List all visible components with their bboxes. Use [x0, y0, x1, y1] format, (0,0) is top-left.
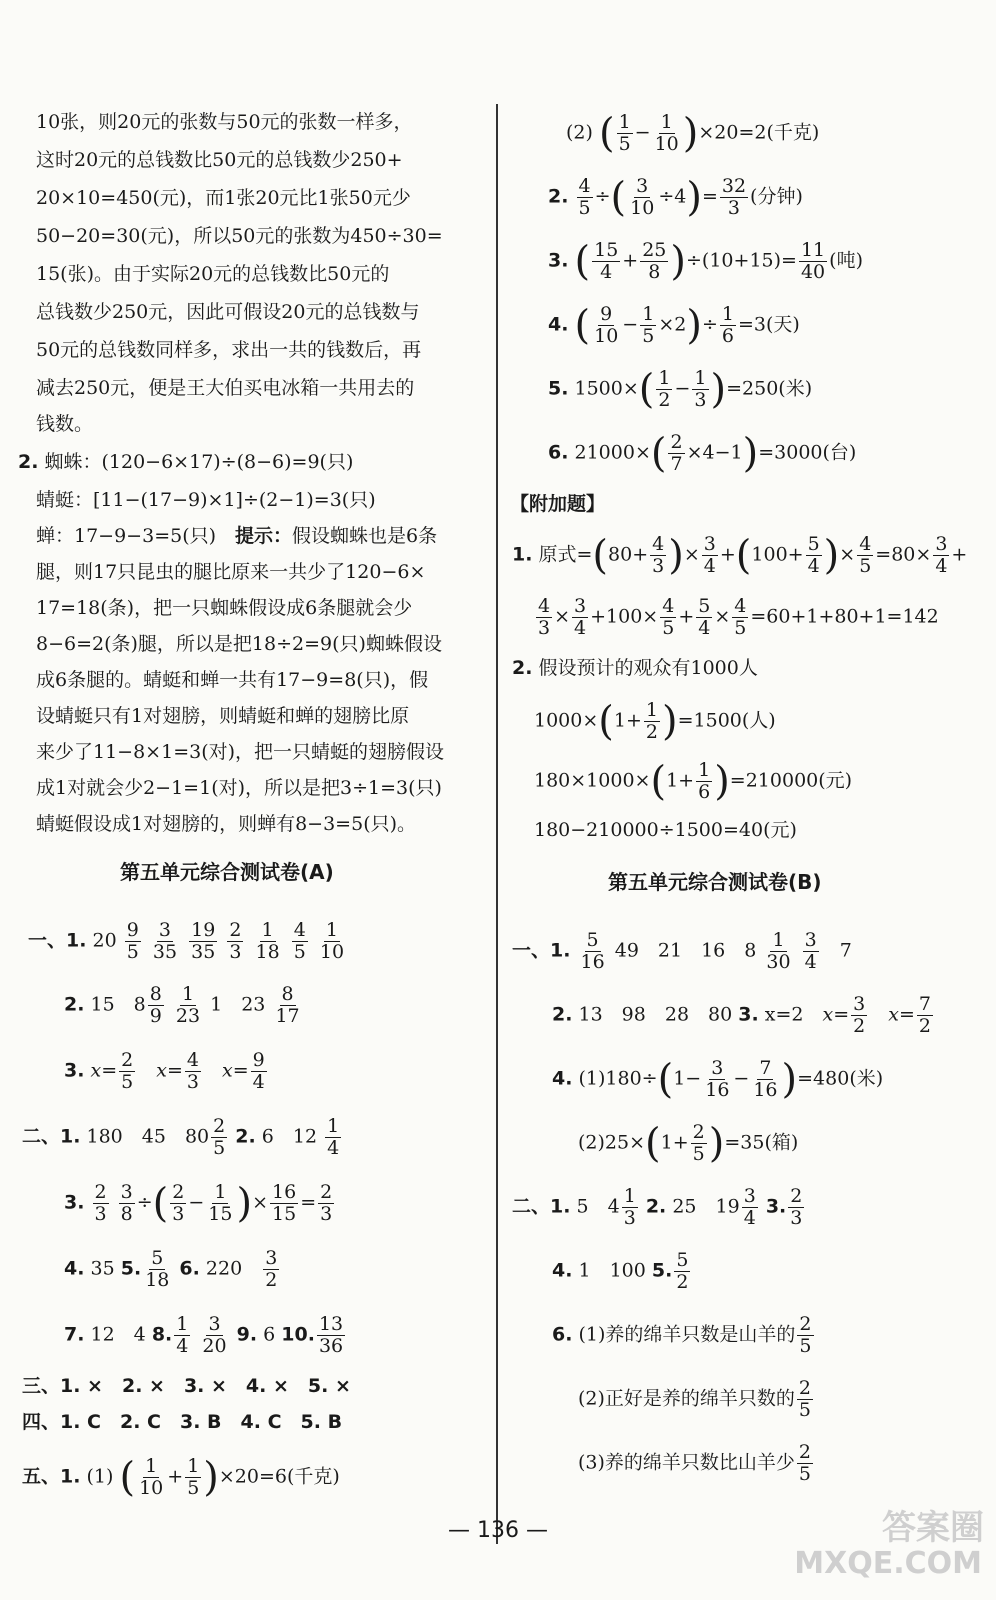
question-2: 2. 蜘蛛：(120−6×17)÷(8−6)=9(只)	[18, 451, 354, 473]
text-line: 50−20=30(元)，所以50元的张数为450÷30=	[36, 225, 443, 247]
text-line: 10张，则20元的张数与50元的张数一样多，	[36, 111, 413, 133]
answer-row: 4. 1 100 5. $\frac{5}{2}$	[552, 1249, 689, 1293]
text-line: 蜻蜓假设成1对翅膀的，则蝉有8−3=5(只)。	[36, 813, 417, 835]
fraction: $\frac{2}{3}$	[229, 919, 242, 963]
page-number: — 136 —	[448, 1518, 548, 1543]
answer-row: 1000×(1+ $\frac{1}{2}$ )=1500(人)	[534, 698, 776, 745]
text-line: 成1对就会少2−1=1(对)，所以是把3÷1=3(只)	[36, 777, 442, 799]
text-line: 50元的总钱数同样多，求出一共的钱数后，再	[36, 339, 422, 361]
answer-row: (2) ( $\frac{1}{5}$ − $\frac{1}{10}$ )×20=2(千克)	[566, 110, 820, 157]
text-line: 8−6=2(条)腿，所以是把18÷2=9(只)蜘蛛假设	[36, 633, 442, 655]
answer-row: 四、1. C 2. C 3. B 4. C 5. B	[22, 1411, 343, 1433]
fraction: $\frac{9}{5}$	[126, 919, 139, 963]
answer-row: 6. 21000×( $\frac{2}{7}$ ×4−1)=3000(台)	[548, 430, 857, 477]
text-line: 这时20元的总钱数比50元的总钱数少250+	[36, 149, 403, 171]
answer-row: 4. (1)180÷(1− $\frac{3}{16}$ − $\frac{7}{16}$ )=480(米)	[552, 1056, 884, 1103]
answer-row: 一、1. 20 $\frac{9}{5}$ $\frac{3}{35}$ $\frac{19}{35}$ $\frac{2}{3}$ $\frac{1}{18}$ $\frac{4}{5}$ $\frac{1}{10}$	[28, 919, 345, 963]
fraction: $\frac{1}{10}$	[319, 919, 345, 963]
column-divider	[496, 104, 498, 1544]
answer-row: 1. 原式=(80+ $\frac{4}{3}$ )× $\frac{3}{4}$ +(100+ $\frac{5}{4}$ )× $\frac{4}{5}$ =80× $\frac{3}{4}$ +	[512, 532, 968, 579]
section-title-b: 第五单元综合测试卷(B)	[608, 870, 822, 894]
text-line: 腿，则17只昆虫的腿比原来一共少了120−6×	[36, 561, 426, 583]
section-title-a: 第五单元综合测试卷(A)	[120, 860, 334, 884]
answer-row: 3. x= $\frac{2}{5}$ x= $\frac{4}{3}$ x= $\frac{9}{4}$	[64, 1049, 265, 1093]
fraction: $\frac{3}{35}$	[152, 919, 178, 963]
fraction: $\frac{4}{5}$	[293, 919, 306, 963]
text-line: 成6条腿的。蜻蜓和蝉一共有17−9=8(只)，假	[36, 669, 429, 691]
text-line: 蜻蜓：[11−(17−9)×1]÷(2−1)=3(只)	[36, 489, 376, 511]
text-line: 20×10=450(元)，而1张20元比1张50元少	[36, 187, 411, 209]
answer-row: 2. 15 8 $\frac{8}{9}$ $\frac{1}{23}$ 1 23 $\frac{8}{17}$	[64, 983, 300, 1027]
answer-row: 一、1. $\frac{5}{16}$ 49 21 16 8 $\frac{1}{30}$ $\frac{3}{4}$ 7	[512, 929, 852, 973]
text-line: 钱数。	[36, 413, 94, 435]
answer-row: 5. 1500×( $\frac{1}{2}$ − $\frac{1}{3}$ )=250(米)	[548, 366, 813, 413]
answer-row: 4. ( $\frac{9}{10}$ − $\frac{1}{5}$ ×2)÷ $\frac{1}{6}$ =3(天)	[548, 302, 800, 349]
answer-row: (2)25×(1+ $\frac{2}{5}$ )=35(箱)	[578, 1120, 799, 1167]
answer-row: 3. ( $\frac{15}{4}$ + $\frac{25}{8}$ )÷(10+15)= $\frac{11}{40}$ (吨)	[548, 238, 863, 285]
answer-row: 五、1. (1) ( $\frac{1}{10}$ + $\frac{1}{5}$ )×20=6(千克)	[22, 1454, 340, 1501]
answer-row: $\frac{4}{3}$ × $\frac{3}{4}$ +100× $\frac{4}{5}$ + $\frac{5}{4}$ × $\frac{4}{5}$ =60+1+80+1=142	[538, 595, 939, 639]
extra-section-label: 【附加题】	[510, 493, 606, 515]
answer-row: 4. 35 5. $\frac{5}{18}$ 6. 220 $\frac{3}{2}$	[64, 1247, 278, 1291]
answer-row: 二、1. 180 45 80 $\frac{2}{5}$ 2. 6 12 $\frac{1}{4}$	[22, 1115, 340, 1159]
answer-row: 三、1. × 2. × 3. × 4. × 5. ×	[22, 1375, 351, 1397]
text-line: 17=18(条)，把一只蜘蛛假设成6条腿就会少	[36, 597, 413, 619]
fraction: $\frac{19}{35}$	[191, 919, 216, 963]
answer-row: 6. (1)养的绵羊只数是山羊的 $\frac{2}{5}$	[552, 1313, 812, 1357]
answer-row: 2. $\frac{4}{5}$ ÷( $\frac{3}{10}$ ÷4)= $\frac{32}{3}$ (分钟)	[548, 174, 803, 221]
answer-row: 180×1000×(1+ $\frac{1}{6}$ )=210000(元)	[534, 758, 853, 805]
fraction: $\frac{1}{18}$	[255, 919, 280, 963]
text-line: 15(张)。由于实际20元的总钱数比50元的	[36, 263, 390, 285]
answer-row: 2. 13 98 28 80 3. x=2 x= $\frac{3}{2}$ x= $\frac{7}{2}$	[552, 993, 931, 1037]
answer-row: 2. 假设预计的观众有1000人	[512, 657, 758, 679]
answer-row: 3. $\frac{2}{3}$ $\frac{3}{8}$ ÷( $\frac{2}{3}$ − $\frac{1}{15}$ )× $\frac{16}{15}$ = $\frac{2}{3}$	[64, 1180, 333, 1227]
answer-row: (2)正好是养的绵羊只数的 $\frac{2}{5}$	[578, 1377, 812, 1421]
answer-row: 7. 12 4 8. $\frac{1}{4}$ $\frac{3}{20}$ 9. 6 10. $\frac{13}{36}$	[64, 1313, 344, 1357]
answer-row: 180−210000÷1500=40(元)	[534, 819, 797, 841]
text-line: 设蜻蜓只有1对翅膀，则蜻蜓和蝉的翅膀比原	[36, 705, 410, 727]
text-line: 来少了11−8×1=3(对)，把一只蜻蜓的翅膀假设	[36, 741, 445, 763]
answer-row: (3)养的绵羊只数比山羊少 $\frac{2}{5}$	[578, 1441, 812, 1485]
text-line: 减去250元，便是王大伯买电冰箱一共用去的	[36, 377, 415, 399]
answer-row: 二、1. 5 4 $\frac{1}{3}$ 2. 25 19 $\frac{3}{4}$ 3. $\frac{2}{3}$	[512, 1185, 803, 1229]
watermark-url: MXQE.COM	[794, 1546, 982, 1581]
text-line: 蝉：17−9−3=5(只) 提示：假设蜘蛛也是6条	[36, 525, 438, 547]
text-line: 总钱数少250元，因此可假设20元的总钱数与	[36, 301, 420, 323]
watermark-logo: 答案圈	[882, 1508, 984, 1548]
